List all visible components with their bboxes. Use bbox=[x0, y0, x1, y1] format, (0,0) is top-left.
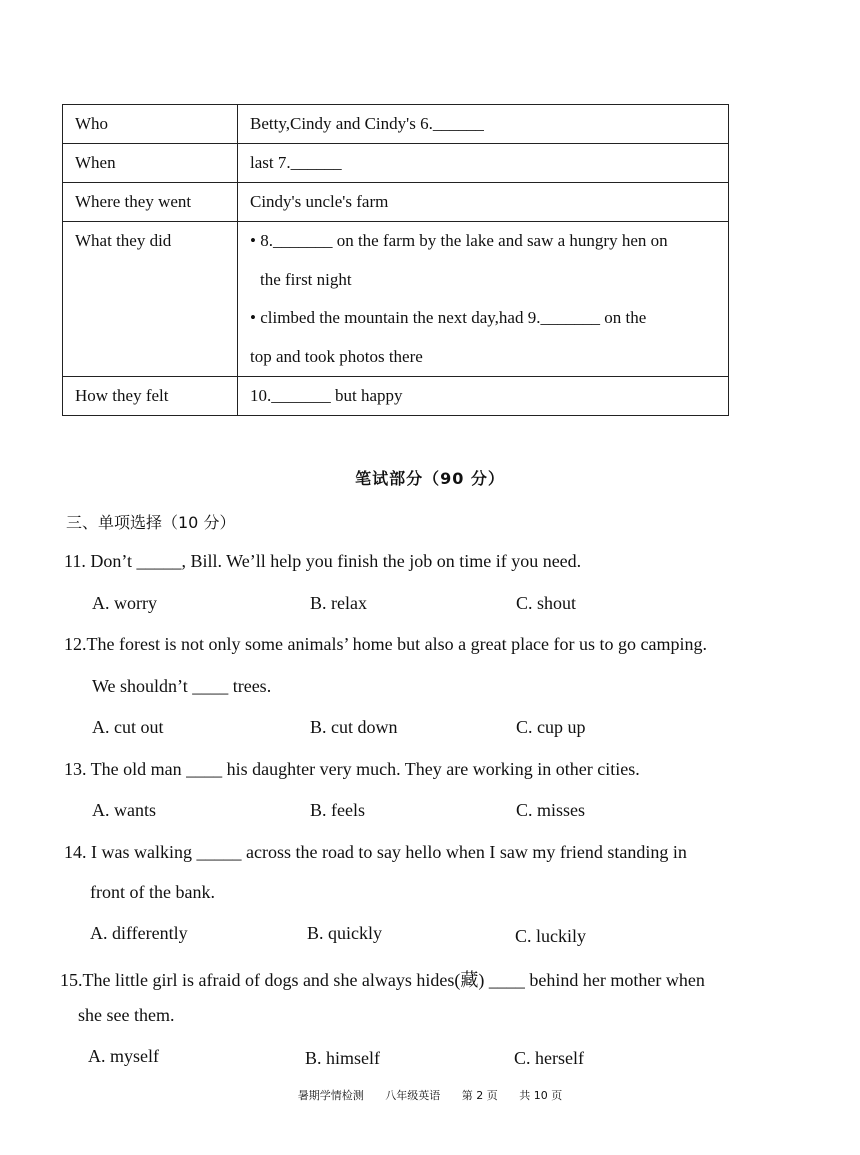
question-14-option-b: B. quickly bbox=[307, 923, 382, 943]
question-14-option-a: A. differently bbox=[90, 923, 188, 943]
question-15-option-a: A. myself bbox=[88, 1046, 159, 1066]
question-13-stem: 13. The old man ____ his daughter very much. They are working in other cities. bbox=[64, 759, 640, 779]
activity-line: • 8._______ on the farm by the lake and saw a hungry hen on bbox=[250, 231, 668, 250]
question-11-stem: 11. Don’t _____, Bill. We’ll help you finish the job on time if you need. bbox=[64, 551, 582, 571]
question-12-stem: 12.The forest is not only some animals’ home but also a great place for us to go camping. bbox=[64, 634, 708, 654]
activity-line: • climbed the mountain the next day,had 9._______ on the bbox=[250, 308, 647, 327]
page-footer bbox=[0, 1087, 860, 1103]
question-13-option-a: A. wants bbox=[92, 800, 156, 820]
question-15-stem-cont: she see them. bbox=[78, 1005, 175, 1025]
question-11-option-c: C. shout bbox=[516, 593, 577, 613]
section-heading: 三、单项选择（10 分） bbox=[66, 513, 236, 532]
question-11-option-b: B. relax bbox=[310, 593, 367, 613]
table-row bbox=[63, 105, 729, 144]
section-title: 笔试部分（90 分） bbox=[355, 469, 505, 488]
question-11-option-a: A. worry bbox=[92, 593, 157, 613]
row-content-what bbox=[238, 222, 729, 377]
question-12-option-a: A. cut out bbox=[92, 717, 164, 737]
table-row bbox=[63, 222, 729, 377]
question-12-stem-cont: We shouldn’t ____ trees. bbox=[92, 676, 272, 696]
question-13-option-c: C. misses bbox=[516, 800, 586, 820]
row-label-who: Who bbox=[63, 105, 238, 144]
row-content-how: 10._______ but happy bbox=[238, 377, 729, 416]
question-15-option-b: B. himself bbox=[305, 1048, 380, 1068]
row-content-when: last 7.______ bbox=[238, 144, 729, 183]
row-label-where: Where they went bbox=[63, 183, 238, 222]
footer-page-number: 第 2 页 bbox=[461, 1089, 498, 1102]
row-label-how: How they felt bbox=[63, 377, 238, 416]
question-15-stem: 15.The little girl is afraid of dogs and she always hides(藏) ____ behind her mother when bbox=[60, 970, 705, 990]
question-14-stem-cont: front of the bank. bbox=[90, 882, 215, 902]
question-15-option-c: C. herself bbox=[514, 1048, 584, 1068]
activity-line: top and took photos there bbox=[250, 346, 423, 366]
row-label-when: When bbox=[63, 144, 238, 183]
row-label-what: What they did bbox=[63, 222, 238, 377]
question-13-option-b: B. feels bbox=[310, 800, 365, 820]
info-table bbox=[62, 104, 729, 416]
table-row bbox=[63, 377, 729, 416]
row-content-who: Betty,Cindy and Cindy's 6.______ bbox=[238, 105, 729, 144]
row-content-where: Cindy's uncle's farm bbox=[238, 183, 729, 222]
table-row bbox=[63, 144, 729, 183]
question-12-option-b: B. cut down bbox=[310, 717, 398, 737]
footer-exam-name: 暑期学情检测 bbox=[297, 1089, 364, 1102]
table-row bbox=[63, 183, 729, 222]
footer-total-pages: 共 10 页 bbox=[519, 1089, 563, 1102]
question-14-option-c: C. luckily bbox=[515, 926, 586, 946]
question-12-option-c: C. cup up bbox=[516, 717, 586, 737]
footer-subject: 八年级英语 bbox=[385, 1089, 441, 1102]
activity-line: the first night bbox=[260, 269, 352, 289]
question-14-stem: 14. I was walking _____ across the road to say hello when I saw my friend standing in bbox=[64, 842, 687, 862]
